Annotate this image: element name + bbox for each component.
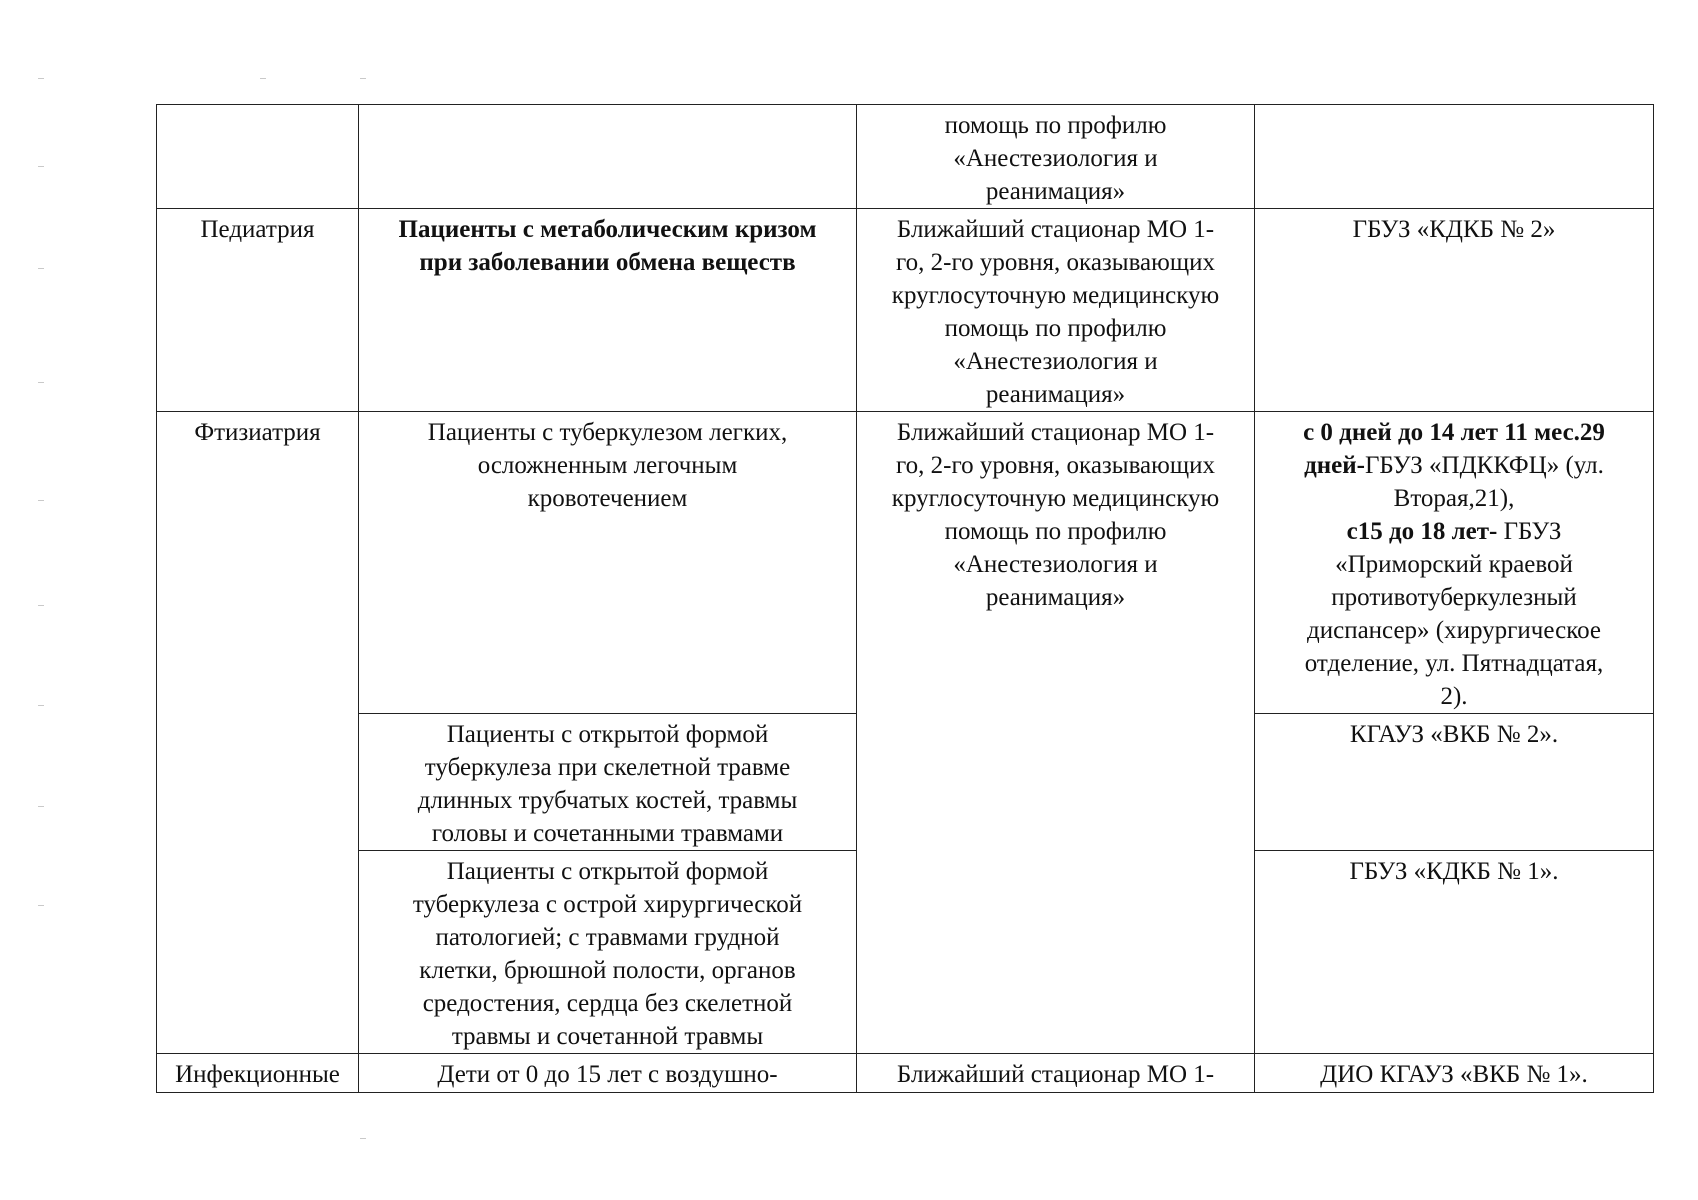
hospital-cell (857, 412, 1255, 1054)
institution-name: ГБУЗ (1497, 518, 1562, 545)
profile-name: Педиатрия (200, 216, 315, 243)
patients-cell (359, 714, 857, 851)
text-line: круглосуточную медицинскую (891, 485, 1220, 512)
table-row (157, 1054, 1654, 1093)
text-line: длинных трубчатых костей, травмы (417, 787, 798, 814)
patients-cell (359, 412, 857, 714)
text-line: Ближайший стационар МО 1- (896, 419, 1215, 446)
profile-name: Фтизиатрия (194, 419, 321, 446)
hospital-cell (857, 209, 1255, 412)
text-line: «Анестезиология и (953, 348, 1158, 375)
text-line: при заболевании обмена веществ (419, 249, 796, 276)
profile-cell (157, 105, 359, 209)
table-row (157, 105, 1654, 209)
profile-cell (157, 1054, 359, 1093)
institution-cell (1255, 714, 1654, 851)
institution-cell (1255, 851, 1654, 1054)
institution-name: КГАУЗ «ВКБ № 2». (1349, 721, 1559, 748)
text-line: го, 2-го уровня, оказывающих (896, 452, 1215, 479)
hospital-cell (857, 1054, 1255, 1093)
text-line: травмы и сочетанной травмы (451, 1023, 764, 1050)
text-line: круглосуточную медицинскую (891, 282, 1220, 309)
patients-cell (359, 851, 857, 1054)
text-line (1261, 515, 1647, 548)
table-row (157, 412, 1654, 714)
text-line: отделение, ул. Пятнадцатая, (1304, 650, 1604, 677)
text-line: патологией; с травмами грудной (435, 924, 780, 951)
text-line: противотуберкулезный (1331, 584, 1577, 611)
text-line: осложненным легочным (477, 452, 738, 479)
institution-cell (1255, 412, 1654, 714)
text-line: реанимация» (985, 381, 1126, 408)
text-line: помощь по профилю (944, 112, 1167, 139)
age-range: с 0 дней до 14 лет 11 мес.29 (1303, 419, 1605, 446)
text-line (1261, 416, 1647, 449)
patients-cell (359, 209, 857, 412)
institution-name: ГБУЗ «КДКБ № 2» (1352, 216, 1556, 243)
text-line (1261, 449, 1647, 482)
text-line: Пациенты с туберкулезом легких, (427, 419, 788, 446)
routing-table (156, 104, 1654, 1093)
institution-name: ГБУЗ «ПДККФЦ» (ул. (1364, 452, 1604, 479)
text-line: помощь по профилю (944, 315, 1167, 342)
text-line: Пациенты с открытой формой (446, 721, 769, 748)
institution-cell (1255, 209, 1654, 412)
institution-cell (1255, 1054, 1654, 1093)
text-line: туберкулеза при скелетной травме (424, 754, 791, 781)
text-line: «Анестезиология и (953, 551, 1158, 578)
institution-cell (1255, 105, 1654, 209)
patients-cell (359, 1054, 857, 1093)
text-line: реанимация» (985, 178, 1126, 205)
text-line: Пациенты с открытой формой (446, 858, 769, 885)
text-line: клетки, брюшной полости, органов (419, 957, 796, 984)
text-line: диспансер» (хирургическое (1307, 617, 1601, 644)
profile-cell (157, 412, 359, 1054)
age-range: дней- (1304, 452, 1365, 479)
text-line: Вторая,21), (1393, 485, 1515, 512)
institution-name: ГБУЗ «КДКБ № 1». (1349, 858, 1559, 885)
table-row (157, 209, 1654, 412)
institution-name: ДИО КГАУЗ «ВКБ № 1». (1320, 1061, 1588, 1088)
text-line: 2). (1440, 683, 1468, 710)
text-line: «Приморский краевой (1335, 551, 1573, 578)
text-line: Ближайший стационар МО 1- (896, 1061, 1215, 1088)
hospital-cell (857, 105, 1255, 209)
age-range: с15 до 18 лет- (1346, 518, 1498, 545)
text-line: туберкулеза с острой хирургической (412, 891, 803, 918)
text-line: кровотечением (527, 485, 688, 512)
patients-cell (359, 105, 857, 209)
text-line: помощь по профилю (944, 518, 1167, 545)
text-line: Дети от 0 до 15 лет с воздушно- (437, 1061, 778, 1088)
text-line: го, 2-го уровня, оказывающих (896, 249, 1215, 276)
text-line: «Анестезиология и (953, 145, 1158, 172)
text-line: Ближайший стационар МО 1- (896, 216, 1215, 243)
text-line: средостения, сердца без скелетной (422, 990, 793, 1017)
profile-name: Инфекционные (175, 1061, 340, 1088)
text-line: головы и сочетанными травмами (431, 820, 784, 847)
text-line: Пациенты с метаболическим кризом (398, 216, 817, 243)
text-line: реанимация» (985, 584, 1126, 611)
profile-cell (157, 209, 359, 412)
